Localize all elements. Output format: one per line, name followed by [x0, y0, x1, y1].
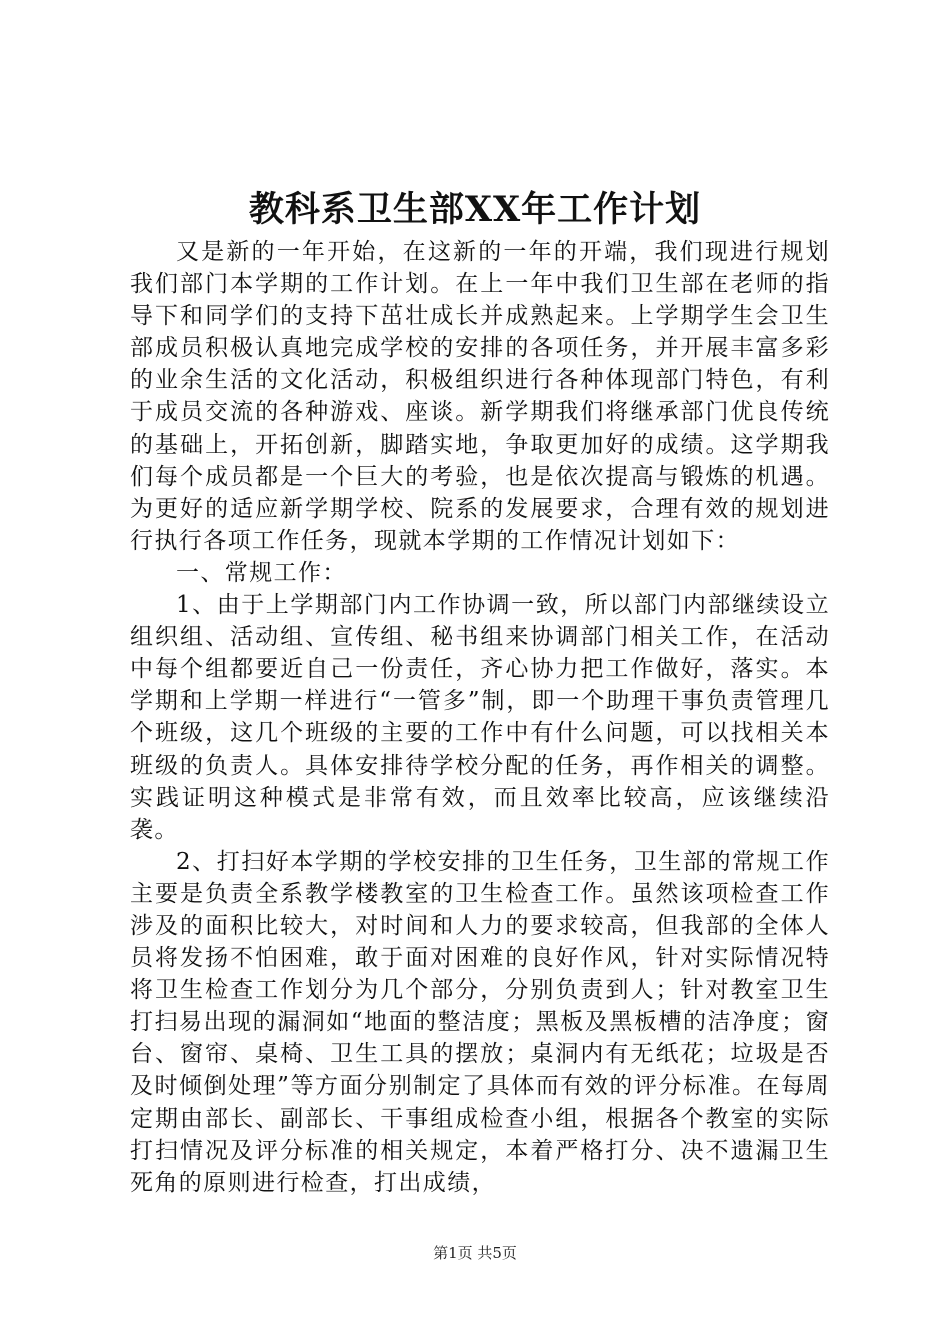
document-title: 教科系卫生部XX年工作计划: [248, 189, 702, 230]
page-number-footer: 第1页 共5页: [433, 1244, 517, 1262]
paragraph-item-1: 1、由于上学期部门内工作协调一致，所以部门内部继续设立组织组、活动组、宣传组、秘书组来协调部门相关工作，在活动中每个组都要近自己一份责任，齐心协力把工作做好，落实。本学期和上学期一样进行“一管多”制，即一个助理干事负责管理几个班级，这几个班级的主要的工作中有什么问题，可以找相关本班级的负责人。具体安排待学校分配的任务，再作相关的调整。实践证明这种模式是非常有效，而且效率比较高，应该继续沿袭。: [130, 592, 830, 843]
section-heading-routine-work: 一、常规工作：: [176, 559, 347, 586]
paragraph-intro: 又是新的一年开始，在这新的一年的开端，我们现进行规划我们部门本学期的工作计划。在上一年中我们卫生部在老师的指导下和同学们的支持下茁壮成长并成熟起来。上学期学生会卫生部成员积极认真地完成学校的安排的各项任务，并开展丰富多彩的业余生活的文化活动，积极组织进行各种体现部门特色，有利于成员交流的各种游戏、座谈。新学期我们将继承部门优良传统的基础上，开拓创新，脚踏实地，争取更加好的成绩。这学期我们每个成员都是一个巨大的考验，也是依次提高与锻炼的机遇。为更好的适应新学期学校、院系的发展要求，合理有效的规划进行执行各项工作任务，现就本学期的工作情况计划如下：: [130, 239, 830, 554]
paragraph-item-2: 2、打扫好本学期的学校安排的卫生任务，卫生部的常规工作主要是负责全系教学楼教室的卫生检查工作。虽然该项检查工作涉及的面积比较大，对时间和人力的要求较高，但我部的全体人员将发扬不怕困难，敢于面对困难的良好作风，针对实际情况特将卫生检查工作划分为几个部分，分别负责到人；针对教室卫生打扫易出现的漏洞如“地面的整洁度；黑板及黑板槽的洁净度；窗台、窗帘、桌椅、卫生工具的摆放；桌洞内有无纸花；垃圾是否及时倾倒处理”等方面分别制定了具体而有效的评分标准。在每周定期由部长、副部长、干事组成检查小组，根据各个教室的实际打扫情况及评分标准的相关规定，本着严格打分、决不遗漏卫生死角的原则进行检查，打出成绩，: [130, 848, 830, 1196]
document-body: [130, 236, 830, 1199]
